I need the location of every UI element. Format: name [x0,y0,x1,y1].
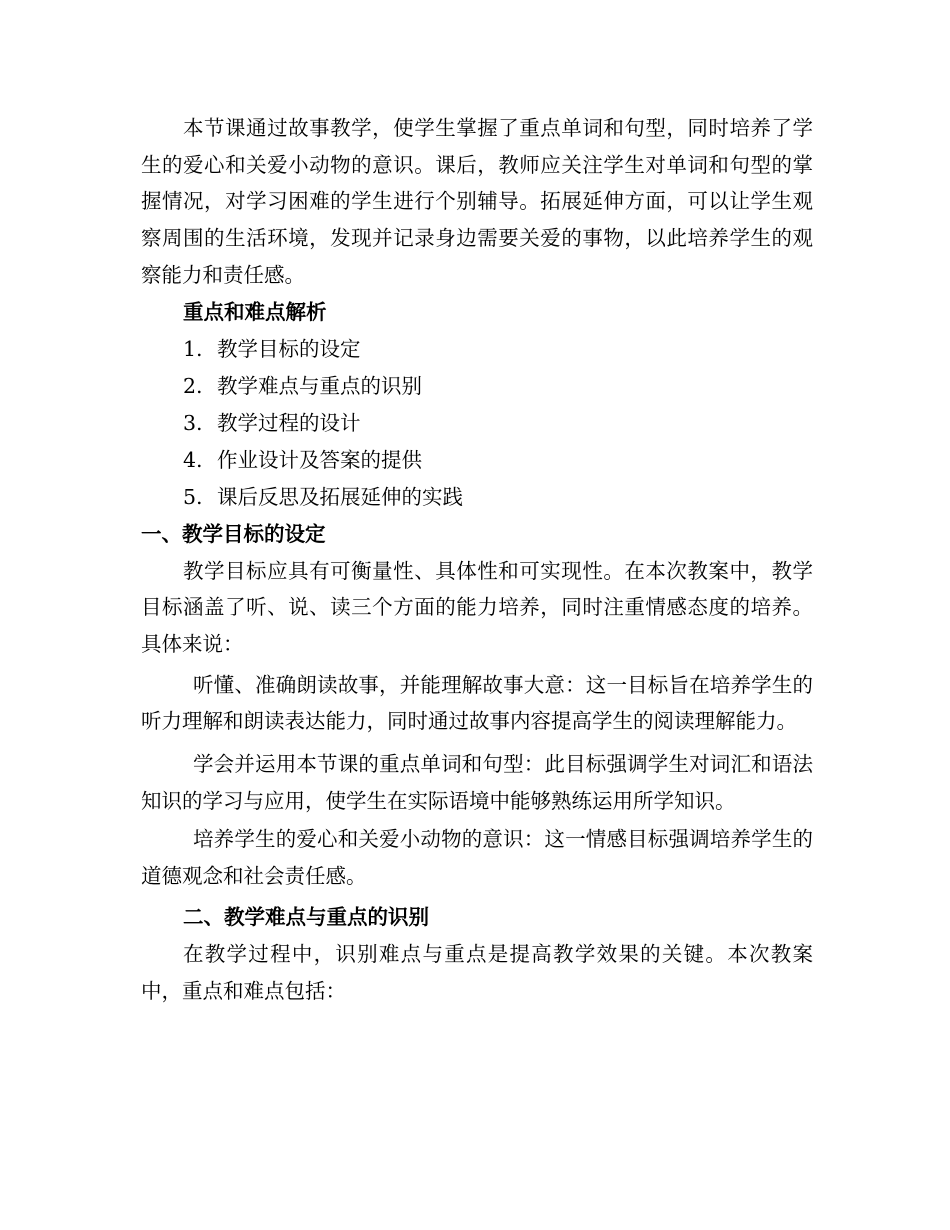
goal-paragraph-1: 听懂、准确朗读故事，并能理解故事大意：这一目标旨在培养学生的听力理解和朗读表达能力，同时通过故事内容提高学生的阅读理解能力。 [141,672,813,734]
list-item [141,479,813,516]
list-item-number: 1. [183,336,203,361]
list-item [141,442,813,479]
section2-heading: 二、教学难点与重点的识别 [183,904,429,929]
document-body [141,110,813,1009]
list-item-text: 教学过程的设计 [217,410,361,435]
goal-paragraph-2: 学会并运用本节课的重点单词和句型：此目标强调学生对词汇和语法知识的学习与应用，使学生在实际语境中能够熟练运用所学知识。 [141,752,813,813]
analysis-heading: 重点和难点解析 [183,299,327,324]
list-item-text: 作业设计及答案的提供 [217,447,422,472]
goal-paragraph-3: 培养学生的爱心和关爱小动物的意识：这一情感目标强调培养学生的道德观念和社会责任感。 [141,827,813,889]
list-item-number: 5. [183,484,203,509]
section1-heading: 一、教学目标的设定 [141,521,326,546]
list-item [141,405,813,442]
list-item-text: 教学目标的设定 [217,336,361,361]
list-item-number: 2. [183,373,203,398]
section2-paragraph: 在教学过程中，识别难点与重点是提高教学效果的关键。本次教案中，重点和难点包括： [141,941,813,1003]
list-item-number: 3. [183,410,203,435]
section1-paragraph: 教学目标应具有可衡量性、具体性和可实现性。在本次教案中，教学目标涵盖了听、说、读三个方面的能力培养，同时注重情感态度的培养。具体来说： [141,558,813,656]
list-item [141,368,813,405]
list-item-text: 教学难点与重点的识别 [217,373,422,398]
analysis-list [141,331,813,516]
list-item-text: 课后反思及拓展延伸的实践 [217,484,463,509]
intro-paragraph: 本节课通过故事教学，使学生掌握了重点单词和句型，同时培养了学生的爱心和关爱小动物的意识。课后，教师应关注学生对单词和句型的掌握情况，对学习困难的学生进行个别辅导。拓展延伸方面，可以让学生观察周围的生活环境，发现并记录身边需要关爱的事物，以此培养学生的观察能力和责任感。 [141,116,813,287]
list-item-number: 4. [183,447,203,472]
list-item [141,331,813,368]
